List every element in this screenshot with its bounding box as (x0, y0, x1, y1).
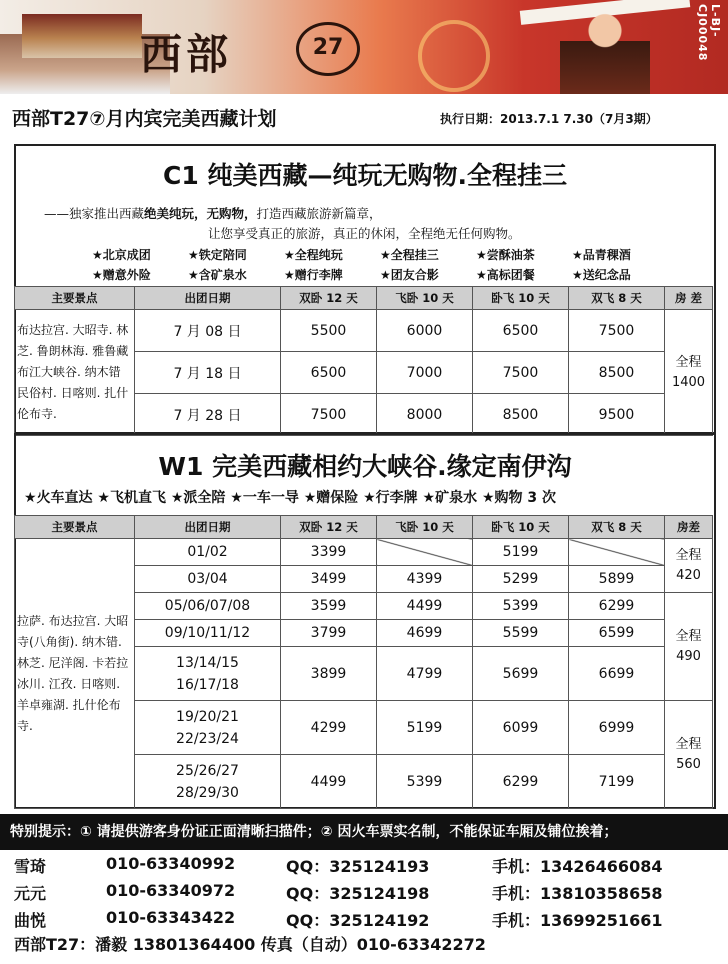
feature: ★全程挂三 (380, 248, 439, 262)
price-cell: 7000 (377, 352, 473, 394)
col-header-price4: 双飞 8 天 (569, 516, 665, 539)
slogan-part-b: 绝美纯玩，无购物， (144, 206, 257, 221)
contact-mobile: 手机：13810358658 (492, 884, 663, 903)
price-cell: 9500 (569, 394, 665, 436)
price-cell: 6099 (473, 701, 569, 755)
w1-price-table (14, 515, 713, 809)
price-cell: 4399 (377, 566, 473, 593)
feature: ★品青稞酒 (572, 248, 631, 262)
footer-contact: 西部T27：潘毅 13801364400 传真（自动）010-63342272 (14, 935, 486, 954)
c1-price-table (14, 286, 713, 436)
date-cell: 13/14/15 16/17/18 (135, 647, 281, 701)
contact-phone: 010-63340992 (106, 854, 236, 873)
contact-name: 元元 (14, 884, 47, 903)
contact-list (14, 852, 724, 933)
feature: ★团友合影 (380, 268, 439, 282)
table-row (15, 539, 713, 566)
col-header-date: 出团日期 (135, 516, 281, 539)
price-cell: 5699 (473, 647, 569, 701)
feature: ★送纪念品 (572, 268, 631, 282)
w1-features: ★火车直达 ★飞机直飞 ★派全陪 ★一车一导 ★赠保险 ★行李牌 ★矿泉水 ★购物 3 次 (24, 490, 557, 506)
w1-section (14, 433, 716, 809)
header-banner (0, 0, 728, 94)
c1-section (14, 144, 716, 434)
price-cell: 8000 (377, 394, 473, 436)
price-cell: 4799 (377, 647, 473, 701)
col-header-room: 房 差 (665, 287, 713, 310)
contact-qq: QQ：325124192 (286, 911, 430, 930)
spots-cell: 拉萨. 布达拉宫. 大昭寺(八角街). 纳木错. 林芝. 尼洋阁. 卡若拉冰川. 江孜. 日喀则. 羊卓雍湖. 扎什伦布寺. (15, 539, 135, 809)
page-title: 西部T27⑦月内宾完美西藏计划 (12, 108, 277, 130)
feature: ★全程纯玩 (284, 248, 343, 262)
feature: ★尝酥油茶 (476, 248, 535, 262)
table-header-row (15, 516, 713, 539)
table-header-row (15, 287, 713, 310)
price-cell: 4499 (281, 755, 377, 809)
price-cell: 7500 (569, 310, 665, 352)
contact-qq: QQ：325124198 (286, 884, 430, 903)
c1-slogan-line1 (44, 204, 382, 222)
price-cell: 3499 (281, 566, 377, 593)
logo-number: 27 (296, 22, 360, 76)
potala-palace-image (22, 14, 142, 58)
price-cell: 7500 (473, 352, 569, 394)
tibetan-girl-image (560, 6, 650, 94)
price-cell: 4699 (377, 620, 473, 647)
date-cell: 09/10/11/12 (135, 620, 281, 647)
room-cell: 全程 490 (665, 593, 713, 701)
price-cell: 6500 (473, 310, 569, 352)
col-header-spots: 主要景点 (15, 516, 135, 539)
contact-row (14, 852, 724, 879)
col-header-date: 出团日期 (135, 287, 281, 310)
logo-text: 西部 (140, 30, 233, 79)
contact-phone: 010-63343422 (106, 908, 236, 927)
price-cell: 3399 (281, 539, 377, 566)
date-cell: 7 月 28 日 (135, 394, 281, 436)
c1-heading: C1 纯美西藏—纯玩无购物.全程挂三 (163, 161, 567, 190)
col-header-price4: 双飞 8 天 (569, 287, 665, 310)
slogan-part-a: ——独家推出西藏 (44, 206, 145, 221)
price-cell: 5500 (281, 310, 377, 352)
price-cell: 7500 (281, 394, 377, 436)
feature: ★含矿泉水 (188, 268, 247, 282)
price-cell: 5899 (569, 566, 665, 593)
price-cell: 6000 (377, 310, 473, 352)
contact-mobile: 手机：13699251661 (492, 911, 663, 930)
contact-phone: 010-63340972 (106, 881, 236, 900)
contact-name: 曲悦 (14, 911, 47, 930)
empty-price-cell (377, 539, 473, 566)
col-header-price2: 飞卧 10 天 (377, 516, 473, 539)
feature: ★北京成团 (92, 248, 151, 262)
date-cell: 25/26/27 28/29/30 (135, 755, 281, 809)
license-number: L-BJ-CJ00048 (696, 4, 722, 62)
w1-heading: W1 完美西藏相约大峡谷.缘定南伊沟 (158, 452, 572, 481)
price-cell: 6299 (569, 593, 665, 620)
c1-slogan-line2: 让您享受真正的旅游，真正的休闲，全程绝无任何购物。 (208, 226, 521, 241)
price-cell: 5299 (473, 566, 569, 593)
price-cell: 3799 (281, 620, 377, 647)
date-cell: 7 月 08 日 (135, 310, 281, 352)
col-header-price3: 卧飞 10 天 (473, 287, 569, 310)
special-tips-bar: 特别提示：① 请提供游客身份证正面清晰扫描件；② 因火车票实名制，不能保证车厢及铺位挨着； (0, 814, 728, 850)
col-header-price3: 卧飞 10 天 (473, 516, 569, 539)
price-cell: 4299 (281, 701, 377, 755)
slogan-part-c: 打造西藏旅游新篇章， (256, 206, 382, 221)
feature: ★高标团餐 (476, 268, 535, 282)
spots-cell: 布达拉宫. 大昭寺. 林芝. 鲁朗林海. 雅鲁藏布江大峡谷. 纳木错民俗村. 日喀则. 扎什伦布寺. (15, 310, 135, 436)
contact-qq: QQ：325124193 (286, 857, 430, 876)
price-cell: 5399 (377, 755, 473, 809)
room-cell: 全程 420 (665, 539, 713, 593)
price-cell: 8500 (473, 394, 569, 436)
room-cell: 全程 1400 (665, 310, 713, 436)
col-header-spots: 主要景点 (15, 287, 135, 310)
execution-date: 执行日期：2013.7.1 7.30（7月3期） (440, 112, 658, 126)
price-cell: 4499 (377, 593, 473, 620)
col-header-price1: 双卧 12 天 (281, 516, 377, 539)
price-cell: 5599 (473, 620, 569, 647)
price-cell: 6500 (281, 352, 377, 394)
date-cell: 05/06/07/08 (135, 593, 281, 620)
price-cell: 6299 (473, 755, 569, 809)
price-cell: 8500 (569, 352, 665, 394)
col-header-price2: 飞卧 10 天 (377, 287, 473, 310)
price-cell: 6599 (569, 620, 665, 647)
feature: ★赠行李牌 (284, 268, 343, 282)
price-cell: 5199 (377, 701, 473, 755)
date-cell: 01/02 (135, 539, 281, 566)
price-cell: 3899 (281, 647, 377, 701)
table-row (15, 310, 713, 352)
feature: ★铁定陪同 (188, 248, 247, 262)
date-cell: 03/04 (135, 566, 281, 593)
price-cell: 6999 (569, 701, 665, 755)
price-cell: 7199 (569, 755, 665, 809)
contact-row (14, 879, 724, 906)
date-cell: 19/20/21 22/23/24 (135, 701, 281, 755)
price-cell: 5399 (473, 593, 569, 620)
price-cell: 6699 (569, 647, 665, 701)
col-header-price1: 双卧 12 天 (281, 287, 377, 310)
price-cell: 5199 (473, 539, 569, 566)
room-cell: 全程 560 (665, 701, 713, 809)
contact-name: 雪琦 (14, 857, 47, 876)
contact-row (14, 906, 724, 933)
contact-mobile: 手机：13426466084 (492, 857, 663, 876)
feature: ★赠意外险 (92, 268, 151, 282)
col-header-room: 房差 (665, 516, 713, 539)
dharma-wheel-image (418, 20, 490, 92)
date-cell: 7 月 18 日 (135, 352, 281, 394)
price-cell: 3599 (281, 593, 377, 620)
empty-price-cell (569, 539, 665, 566)
